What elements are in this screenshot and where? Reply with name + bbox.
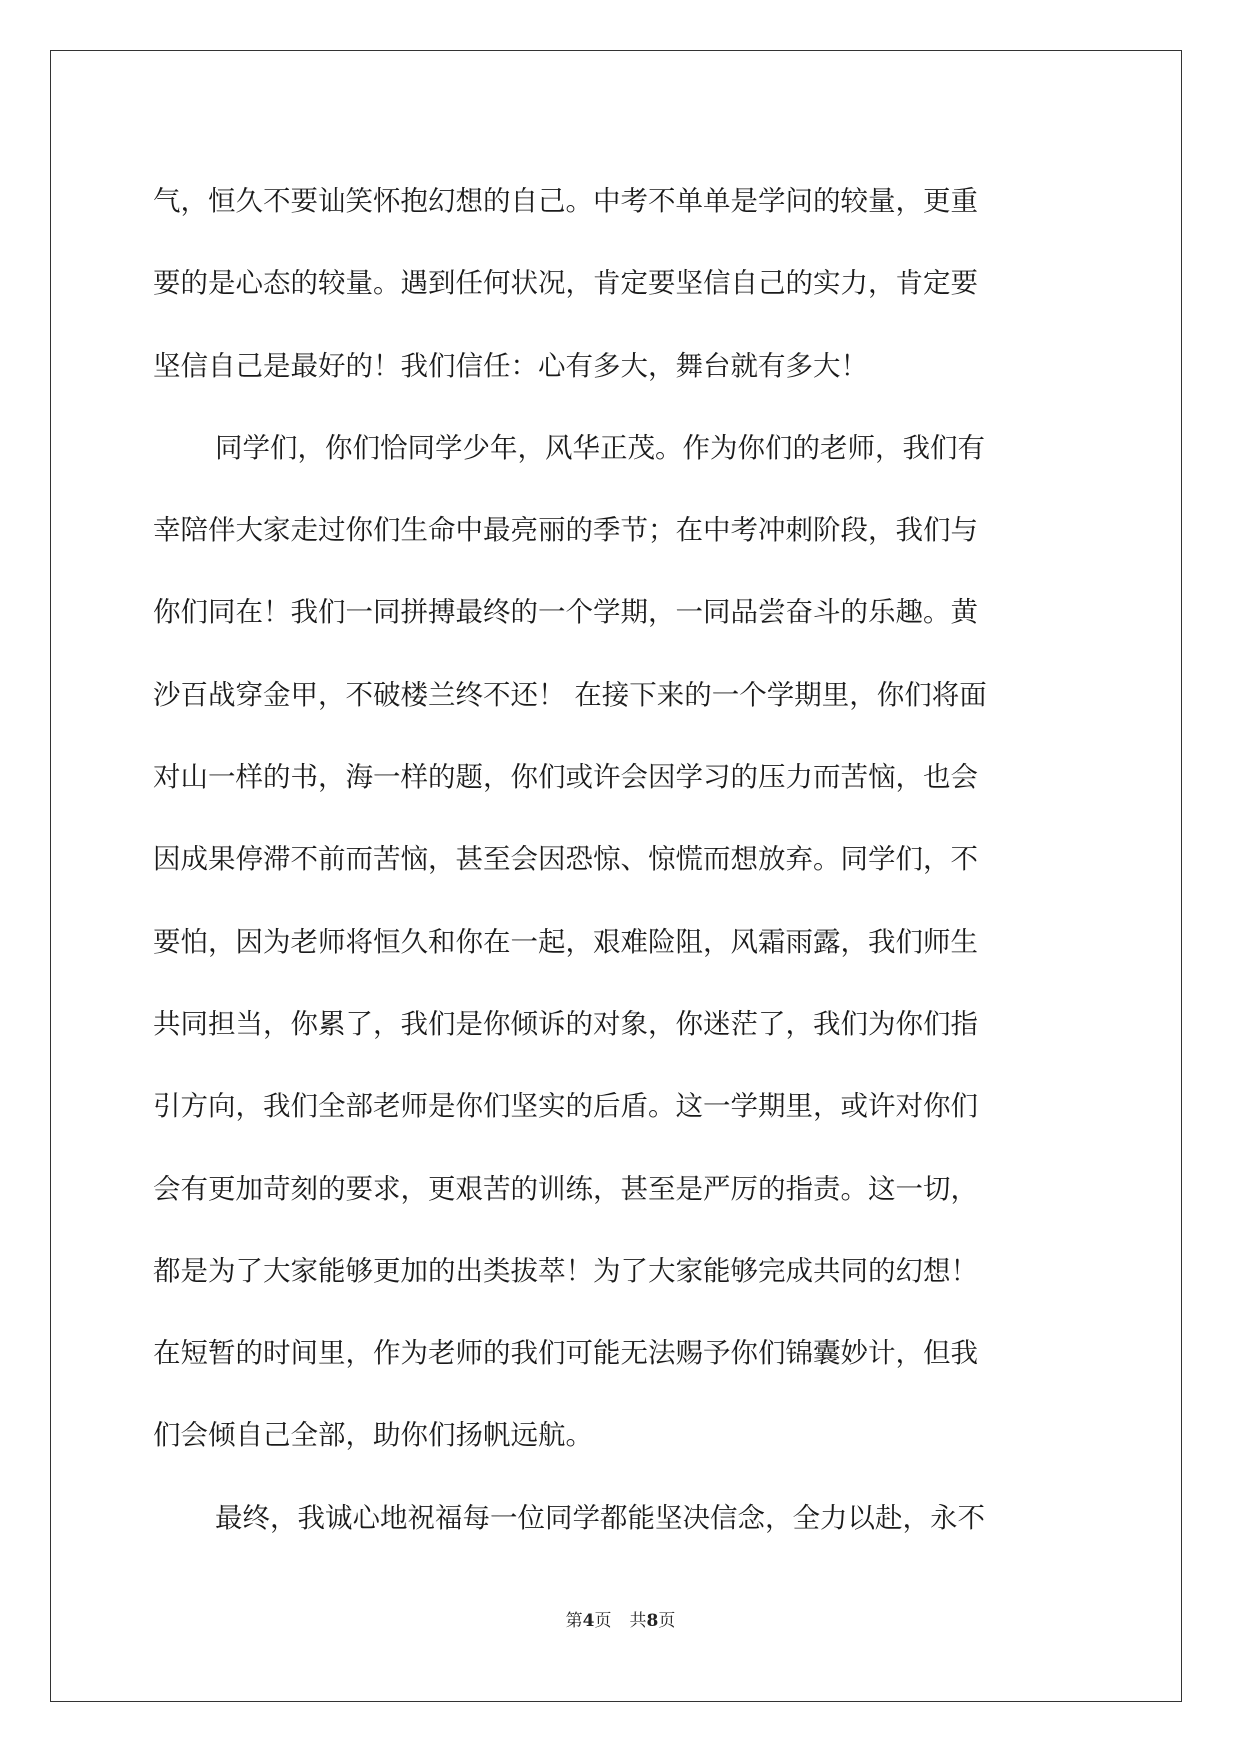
total-pages-number: 8 <box>646 1611 659 1631</box>
text-line: 坚信自己是最好的！我们信任：心有多大，舞台就有多大！ <box>153 349 868 382</box>
text-line: 们会倾自己全部，助你们扬帆远航。 <box>153 1419 593 1452</box>
text-line: 在短暂的时间里，作为老师的我们可能无法赐予你们锦囊妙计，但我 <box>153 1337 978 1370</box>
text-line: 幸陪伴大家走过你们生命中最亮丽的季节；在中考冲刺阶段，我们与 <box>153 514 978 547</box>
current-page-number: 4 <box>582 1611 595 1631</box>
text-line: 因成果停滞不前而苦恼，甚至会因恐惊、惊慌而想放弃。同学们，不 <box>153 843 978 876</box>
text-line: 会有更加苛刻的要求，更艰苦的训练，甚至是严厉的指责。这一切， <box>153 1172 978 1205</box>
text-line: 沙百战穿金甲，不破楼兰终不还！ 在接下来的一个学期里，你们将面 <box>153 678 987 711</box>
footer-total-prefix: 共 <box>629 1611 647 1631</box>
text-line: 要的是心态的较量。遇到任何状况，肯定要坚信自己的实力，肯定要 <box>153 267 978 300</box>
text-line: 引方向，我们全部老师是你们坚实的后盾。这一学期里，或许对你们 <box>153 1090 978 1123</box>
text-line: 最终，我诚心地祝福每一位同学都能坚决信念，全力以赴，永不 <box>215 1501 985 1534</box>
text-line: 对山一样的书，海一样的题，你们或许会因学习的压力而苦恼，也会 <box>153 761 978 794</box>
text-line: 共同担当，你累了，我们是你倾诉的对象，你迷茫了，我们为你们指 <box>153 1007 978 1040</box>
document-body <box>153 160 1093 1559</box>
text-line: 都是为了大家能够更加的出类拔萃！为了大家能够完成共同的幻想！ <box>153 1254 978 1287</box>
footer-prefix: 第 <box>565 1611 583 1631</box>
page-footer <box>0 1606 1241 1631</box>
text-line: 要怕，因为老师将恒久和你在一起，艰难险阻，风霜雨露，我们师生 <box>153 925 978 958</box>
footer-total-suffix: 页 <box>658 1611 676 1631</box>
text-line: 同学们，你们恰同学少年，风华正茂。作为你们的老师，我们有 <box>215 431 985 464</box>
text-line: 你们同在！我们一同拼搏最终的一个学期，一同品尝奋斗的乐趣。黄 <box>153 596 978 629</box>
text-line: 气，恒久不要讪笑怀抱幻想的自己。中考不单单是学问的较量，更重 <box>153 185 978 217</box>
footer-page-suffix: 页 <box>594 1611 612 1631</box>
